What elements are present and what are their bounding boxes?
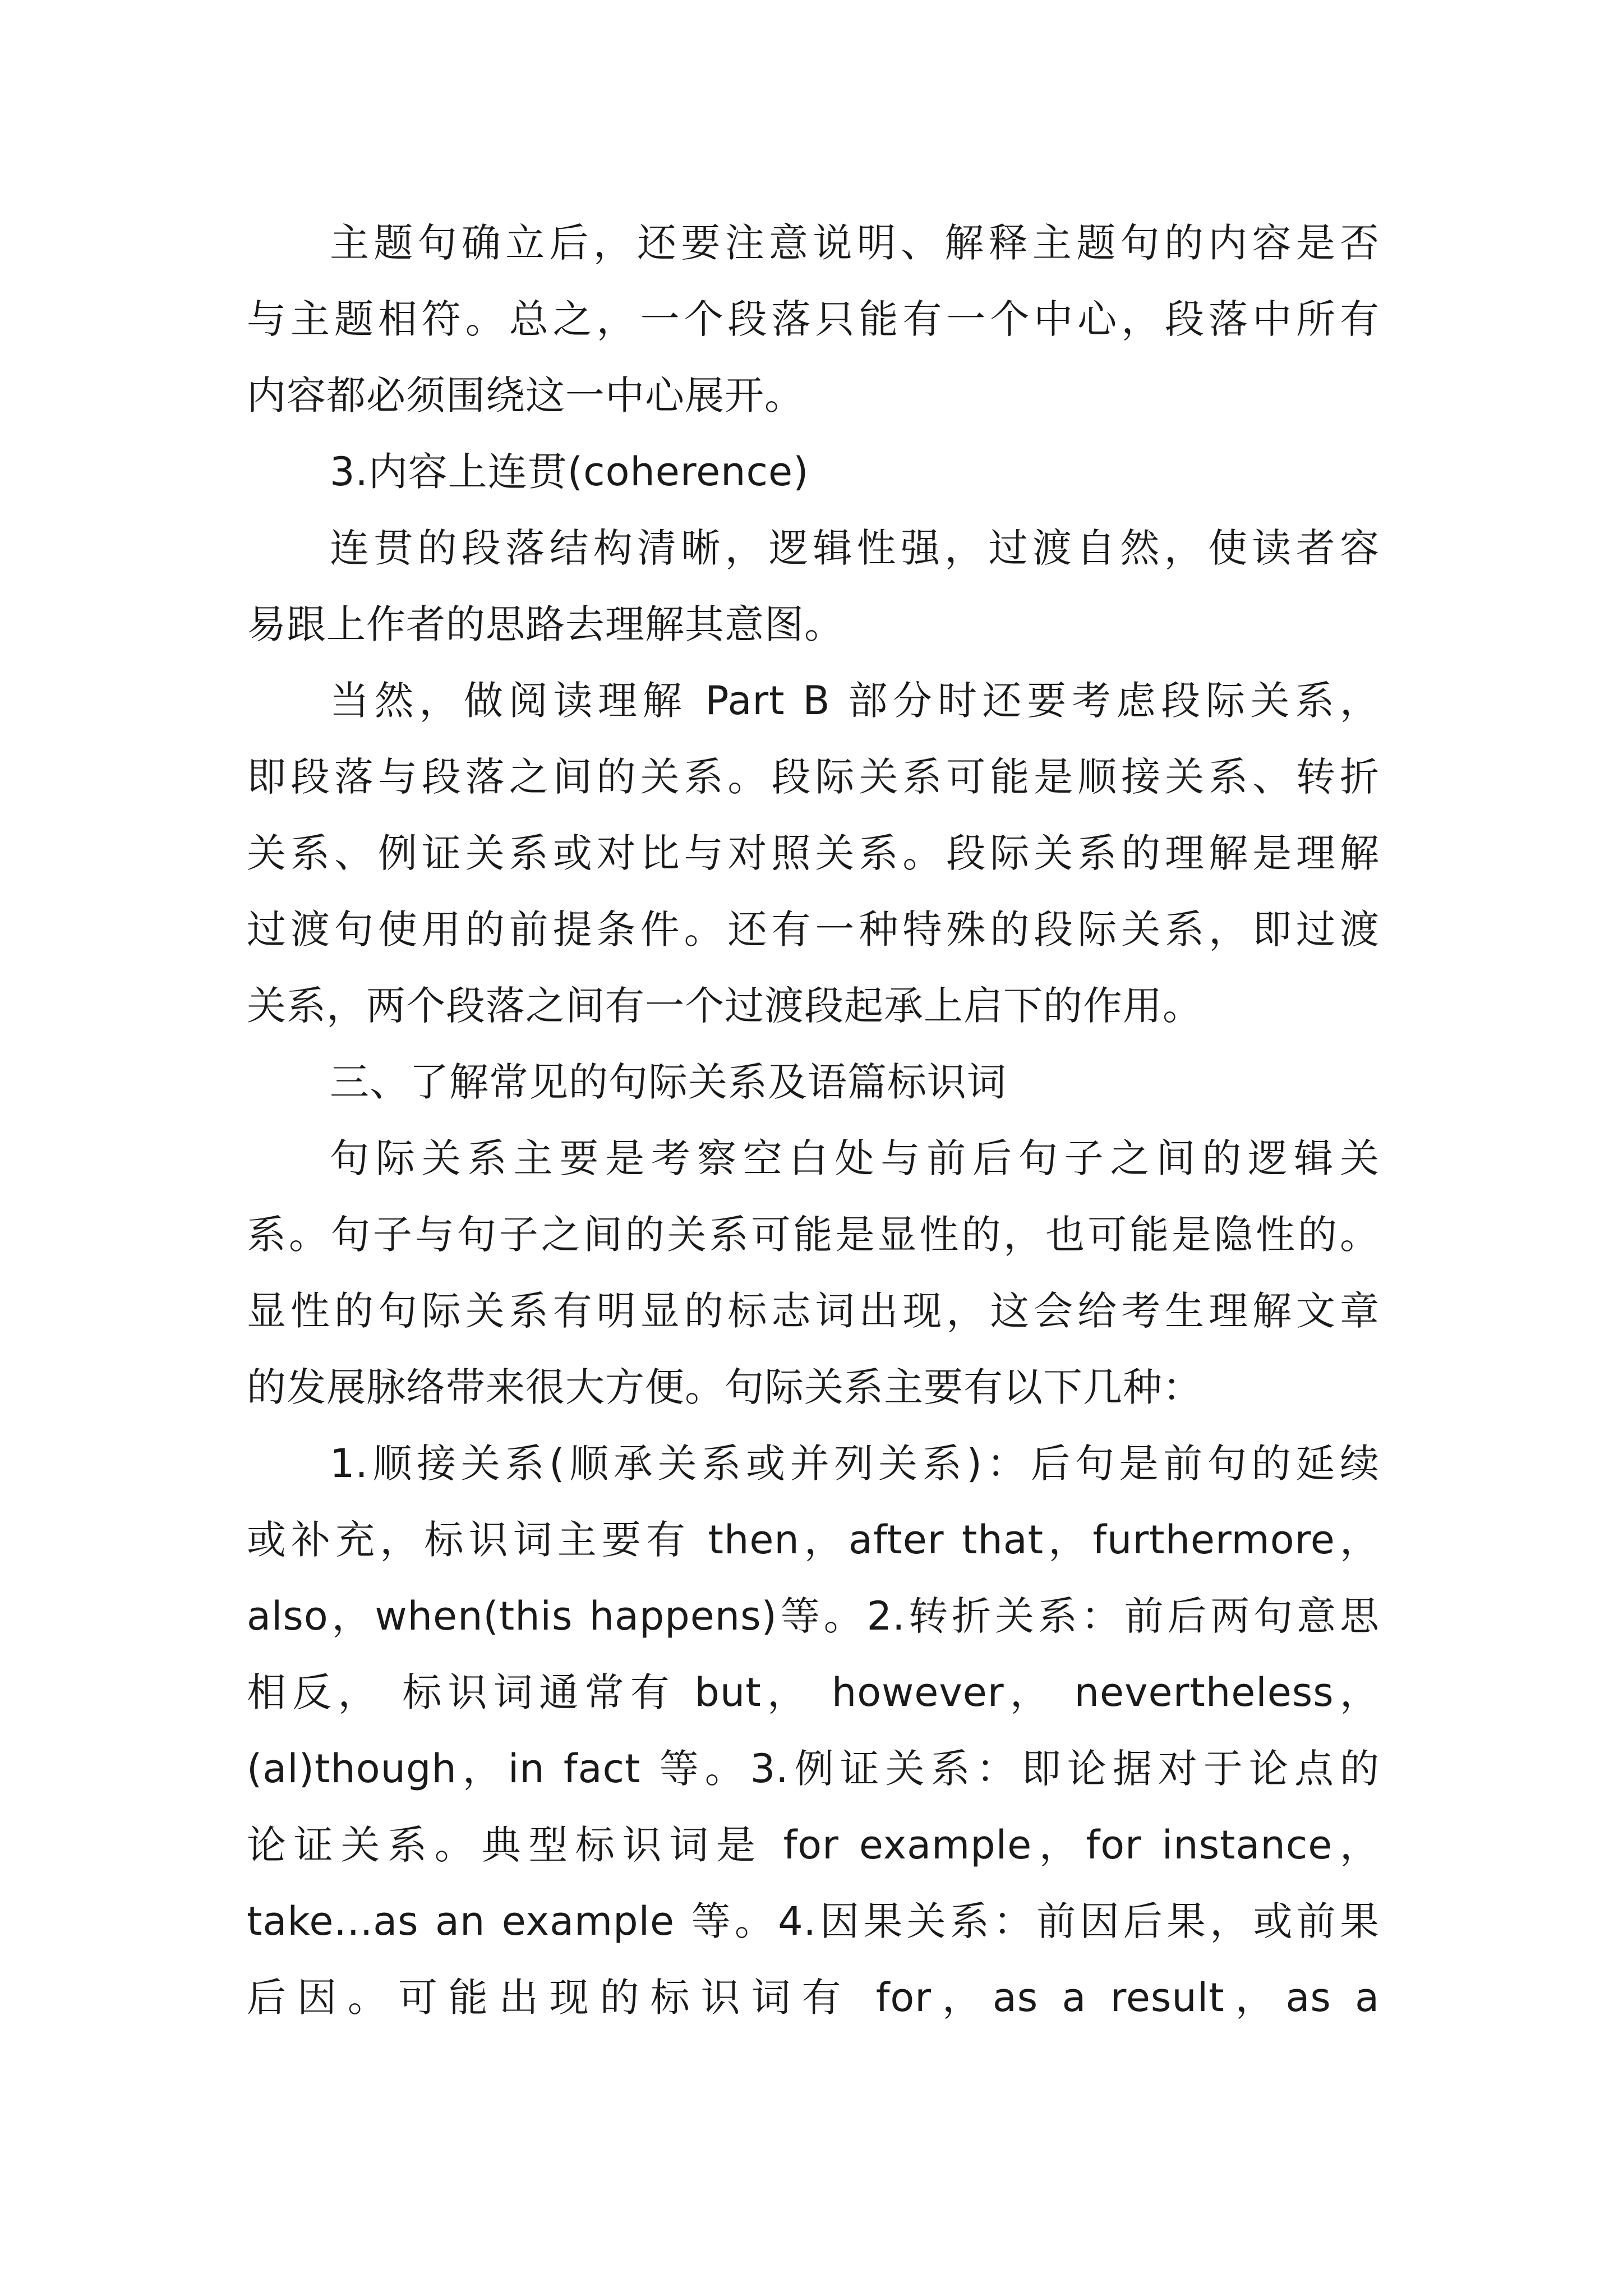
text-line: 或补充，标识词主要有 then，after that，furthermore， [247,1517,1380,1563]
text-line: 论证关系。典型标识词是 for example，for instance， [247,1822,1380,1868]
paragraph-relation-types [247,1425,1380,2036]
text-line: 当然，做阅读理解 Part B 部分时还要考虑段际关系， [330,678,1380,724]
section-heading-coherence [247,434,1380,510]
paragraph-coherence [247,510,1380,662]
text-line: 过渡句使用的前提条件。还有一种特殊的段际关系，即过渡 [247,907,1380,953]
paragraph-inter-paragraph-relations [247,662,1380,1044]
text-line: 连贯的段落结构清晰，逻辑性强，过渡自然，使读者容 [330,525,1380,571]
text-line: also，when(this happens)等。2.转折关系：前后两句意思 [247,1593,1380,1639]
text-line: 3.内容上连贯(coherence) [330,449,809,495]
text-line: 三、了解常见的句际关系及语篇标识词 [330,1059,1007,1105]
text-line: 与主题相符。总之，一个段落只能有一个中心，段落中所有 [247,296,1380,342]
text-line: 句际关系主要是考察空白处与前后句子之间的逻辑关 [330,1135,1380,1181]
text-line: 易跟上作者的思路去理解其意图。 [247,601,844,647]
text-line: 关系，两个段落之间有一个过渡段起承上启下的作用。 [247,983,1202,1029]
text-line: 主题句确立后，还要注意说明、解释主题句的内容是否 [330,220,1380,266]
paragraph-topic-sentence [247,205,1380,434]
paragraph-sentence-relations [247,1120,1380,1425]
text-line: 的发展脉络带来很大方便。句际关系主要有以下几种： [247,1364,1202,1410]
text-line: 显性的句际关系有明显的标志词出现，这会给考生理解文章 [247,1288,1380,1334]
text-line: (al)though，in fact 等。3.例证关系：即论据对于论点的 [247,1746,1380,1792]
text-line: 系。句子与句子之间的关系可能是显性的，也可能是隐性的。 [247,1212,1380,1258]
text-line: take...as an example 等。4.因果关系：前因后果，或前果 [247,1898,1380,1944]
body-text [247,205,1380,2036]
section-heading-sentence-relations [247,1044,1380,1120]
text-line: 相反， 标识词通常有 but， however， nevertheless， [247,1669,1380,1715]
text-line: 1.顺接关系(顺承关系或并列关系)：后句是前句的延续 [330,1441,1380,1487]
text-line: 后因。可能出现的标识词有 for，as a result，as a [247,1975,1380,2021]
text-line: 关系、例证关系或对比与对照关系。段际关系的理解是理解 [247,830,1380,876]
text-line: 内容都必须围绕这一中心展开。 [247,372,804,418]
text-line: 即段落与段落之间的关系。段际关系可能是顺接关系、转折 [247,754,1380,800]
